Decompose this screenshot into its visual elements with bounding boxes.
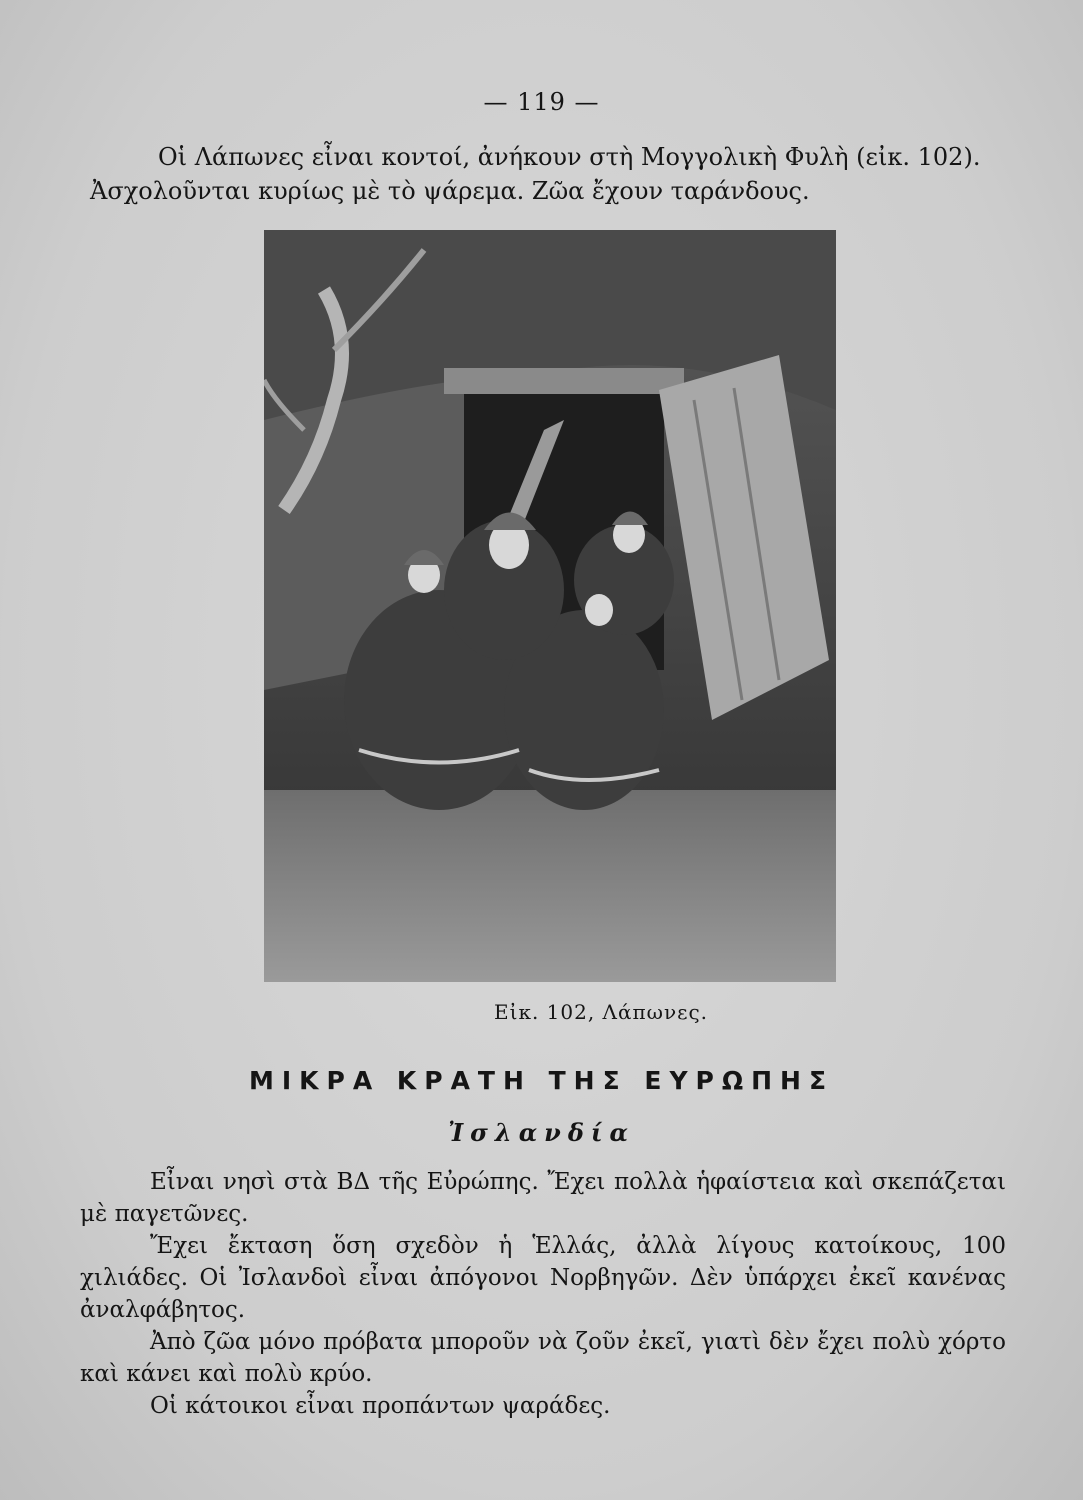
subsection-heading: Ἰσλανδία (448, 1118, 635, 1147)
paragraph: Εἶναι νησὶ στὰ ΒΔ τῆς Εὐρώπης. Ἔχει πολλὰ ἡφαίστεια καὶ σκεπάζεται μὲ παγετῶνες. (80, 1169, 1006, 1227)
intro-line-1: Οἱ Λάπωνες εἶναι κοντοί, ἀνήκουν στὴ Μογγολικὴ Φυλὴ (εἰκ. 102). (158, 143, 981, 171)
photo-illustration (264, 230, 836, 982)
paragraph: Ἔχει ἔκταση ὅση σχεδὸν ἡ Ἑλλάς, ἀλλὰ λίγους κατοίκους, 100 χιλιάδες. Οἱ Ἰσλανδοὶ εἶναι ἀπόγονοι Νορβηγῶν. Δὲν ὑπάρχει ἐκεῖ κανένας ἀναλφάβητος. (80, 1233, 1006, 1323)
page-number: — 119 — (483, 88, 600, 116)
figure-caption: Εἰκ. 102, Λάπωνες. (494, 1000, 709, 1024)
intro-line-2: Ἀσχολοῦνται κυρίως μὲ τὸ ψάρεμα. Ζῶα ἔχουν ταράνδους. (90, 177, 810, 205)
figure-photo-lapps (264, 230, 836, 982)
intro-text (90, 140, 990, 208)
paragraph: Ἀπὸ ζῶα μόνο πρόβατα μποροῦν νὰ ζοῦν ἐκεῖ, γιατὶ δὲν ἔχει πολὺ χόρτο καὶ κάνει καὶ πολὺ κρύο. (80, 1329, 1006, 1387)
paragraph: Οἱ κάτοικοι εἶναι προπάντων ψαράδες. (150, 1393, 611, 1419)
section-heading: ΜΙΚΡΑ ΚΡΑΤΗ ΤΗΣ ΕΥΡΩΠΗΣ (248, 1066, 835, 1095)
body-text (80, 1166, 1006, 1422)
